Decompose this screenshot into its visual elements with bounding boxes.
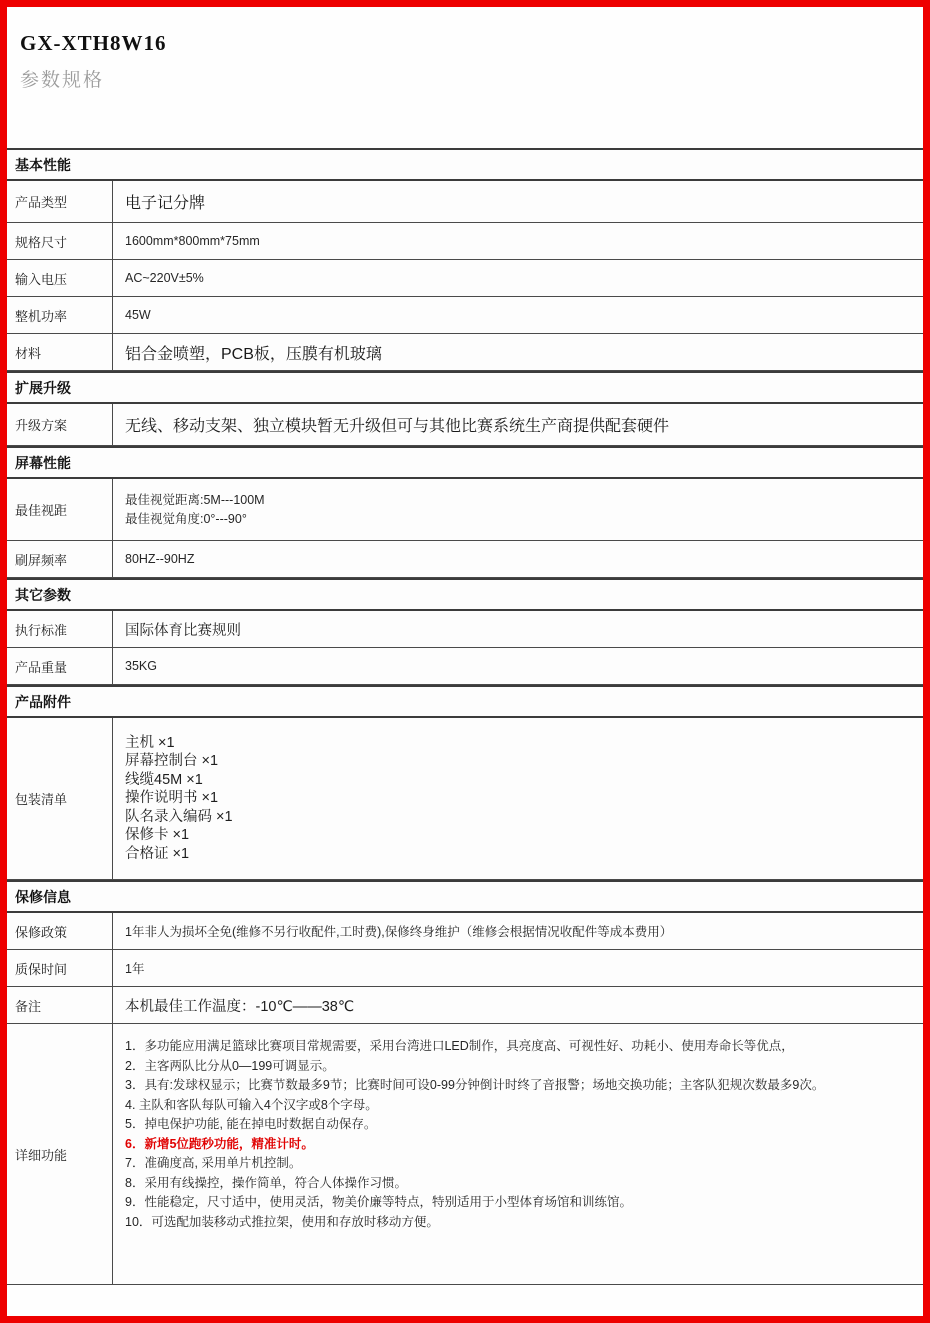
spec-row — [7, 181, 923, 223]
spec-row — [7, 913, 923, 950]
spec-label: 最佳视距 — [7, 479, 113, 540]
spec-value-line: 4. 主队和客队每队可输入4个汉字或8个字母。 — [125, 1097, 378, 1112]
spec-value-line: 保修卡 ×1 — [125, 827, 190, 844]
page-title: GX-XTH8W16 — [20, 31, 167, 55]
spec-value: 本机最佳工作温度：-10℃——38℃ — [125, 998, 355, 1015]
section-header: 基本性能 — [7, 148, 923, 181]
spec-label: 包装清单 — [7, 718, 113, 879]
spec-label: 升级方案 — [7, 404, 113, 445]
spec-value — [113, 479, 923, 540]
spec-value-line: 10．可选配加装移动式推拉架，使用和存放时移动方便。 — [125, 1214, 439, 1229]
spec-value — [113, 1024, 923, 1284]
spec-value-line: 最佳视觉角度:0°---90° — [125, 511, 247, 526]
spec-row — [7, 334, 923, 371]
spec-label: 保修政策 — [7, 913, 113, 949]
spec-row — [7, 541, 923, 578]
spec-value-line: 主机 ×1 — [125, 734, 175, 751]
spec-row — [7, 987, 923, 1024]
spec-value-line: 最佳视觉距离:5M---100M — [125, 492, 265, 507]
spec-row — [7, 1024, 923, 1285]
spec-value-line: 5．掉电保护功能, 能在掉电时数据自动保存。 — [125, 1117, 377, 1131]
spec-row — [7, 260, 923, 297]
spec-value-line: 6．新增5位跑秒功能，精准计时。 — [125, 1136, 314, 1151]
spec-value-line: 3．具有:发球权显示；比赛节数最多9节；比赛时间可设0-99分钟倒计时终了音报警；场地交换功能；主客队犯规次数最多9次。 — [125, 1078, 825, 1092]
spec-value: 无线、移动支架、独立模块暂无升级但可与其他比赛系统生产商提供配套硬件 — [125, 418, 670, 435]
spec-value-line: 屏幕控制台 ×1 — [125, 753, 219, 770]
spec-value-line: 队名录入编码 ×1 — [125, 808, 233, 825]
spec-row — [7, 404, 923, 446]
spec-value-line: 7．准确度高, 采用单片机控制。 — [125, 1156, 302, 1170]
section-header: 屏幕性能 — [7, 446, 923, 479]
spec-row — [7, 648, 923, 685]
spec-value-line: 合格证 ×1 — [125, 845, 190, 862]
spec-value-line: 2．主客两队比分从0—199可调显示。 — [125, 1058, 335, 1073]
spec-value: AC~220V±5% — [125, 271, 204, 285]
section-header: 其它参数 — [7, 578, 923, 611]
spec-row — [7, 479, 923, 541]
spec-value: 铝合金喷塑，PCB板，压膜有机玻璃 — [125, 345, 382, 363]
spec-value: 35KG — [125, 659, 157, 673]
spec-value-line: 线缆45M ×1 — [125, 771, 203, 788]
spec-table — [7, 148, 923, 1285]
spec-label: 执行标准 — [7, 611, 113, 647]
spec-value: 80HZ--90HZ — [125, 552, 195, 566]
spec-label: 质保时间 — [7, 950, 113, 986]
spec-row — [7, 611, 923, 648]
page-subtitle: 参数规格 — [20, 70, 105, 91]
section-header: 保修信息 — [7, 880, 923, 913]
section-header: 扩展升级 — [7, 371, 923, 404]
spec-value: 电子记分牌 — [125, 195, 206, 212]
spec-label: 材料 — [7, 334, 113, 370]
spec-row — [7, 718, 923, 880]
spec-value: 45W — [125, 308, 151, 322]
spec-value: 1年非人为损坏全免(维修不另行收配件,工时费),保修终身维护（维修会根据情况收配件等成本费用） — [125, 925, 673, 939]
page-header — [7, 7, 923, 92]
spec-row — [7, 297, 923, 334]
spec-row — [7, 950, 923, 987]
section-header: 产品附件 — [7, 685, 923, 718]
spec-label: 产品重量 — [7, 648, 113, 684]
spec-label: 产品类型 — [7, 181, 113, 222]
spec-label: 整机功率 — [7, 297, 113, 333]
spec-value: 国际体育比赛规则 — [125, 622, 241, 639]
spec-label: 规格尺寸 — [7, 223, 113, 259]
spec-value: 1年 — [125, 962, 145, 976]
spec-value-line: 9．性能稳定，尺寸适中，使用灵活，物美价廉等特点，特别适用于小型体育场馆和训练馆。 — [125, 1195, 632, 1209]
spec-label: 刷屏频率 — [7, 541, 113, 577]
spec-label: 输入电压 — [7, 260, 113, 296]
spec-value — [113, 718, 923, 879]
spec-label: 备注 — [7, 987, 113, 1023]
spec-row — [7, 223, 923, 260]
spec-value-line: 操作说明书 ×1 — [125, 790, 219, 807]
spec-value: 1600mm*800mm*75mm — [125, 234, 260, 248]
spec-value-line: 8．采用有线操控，操作简单，符合人体操作习惯。 — [125, 1175, 407, 1190]
spec-label: 详细功能 — [7, 1024, 113, 1284]
spec-value-line: 1．多功能应用满足篮球比赛项目常规需要，采用台湾进口LED制作，具亮度高、可视性好、功耗小、使用寿命长等优点， — [125, 1039, 794, 1053]
